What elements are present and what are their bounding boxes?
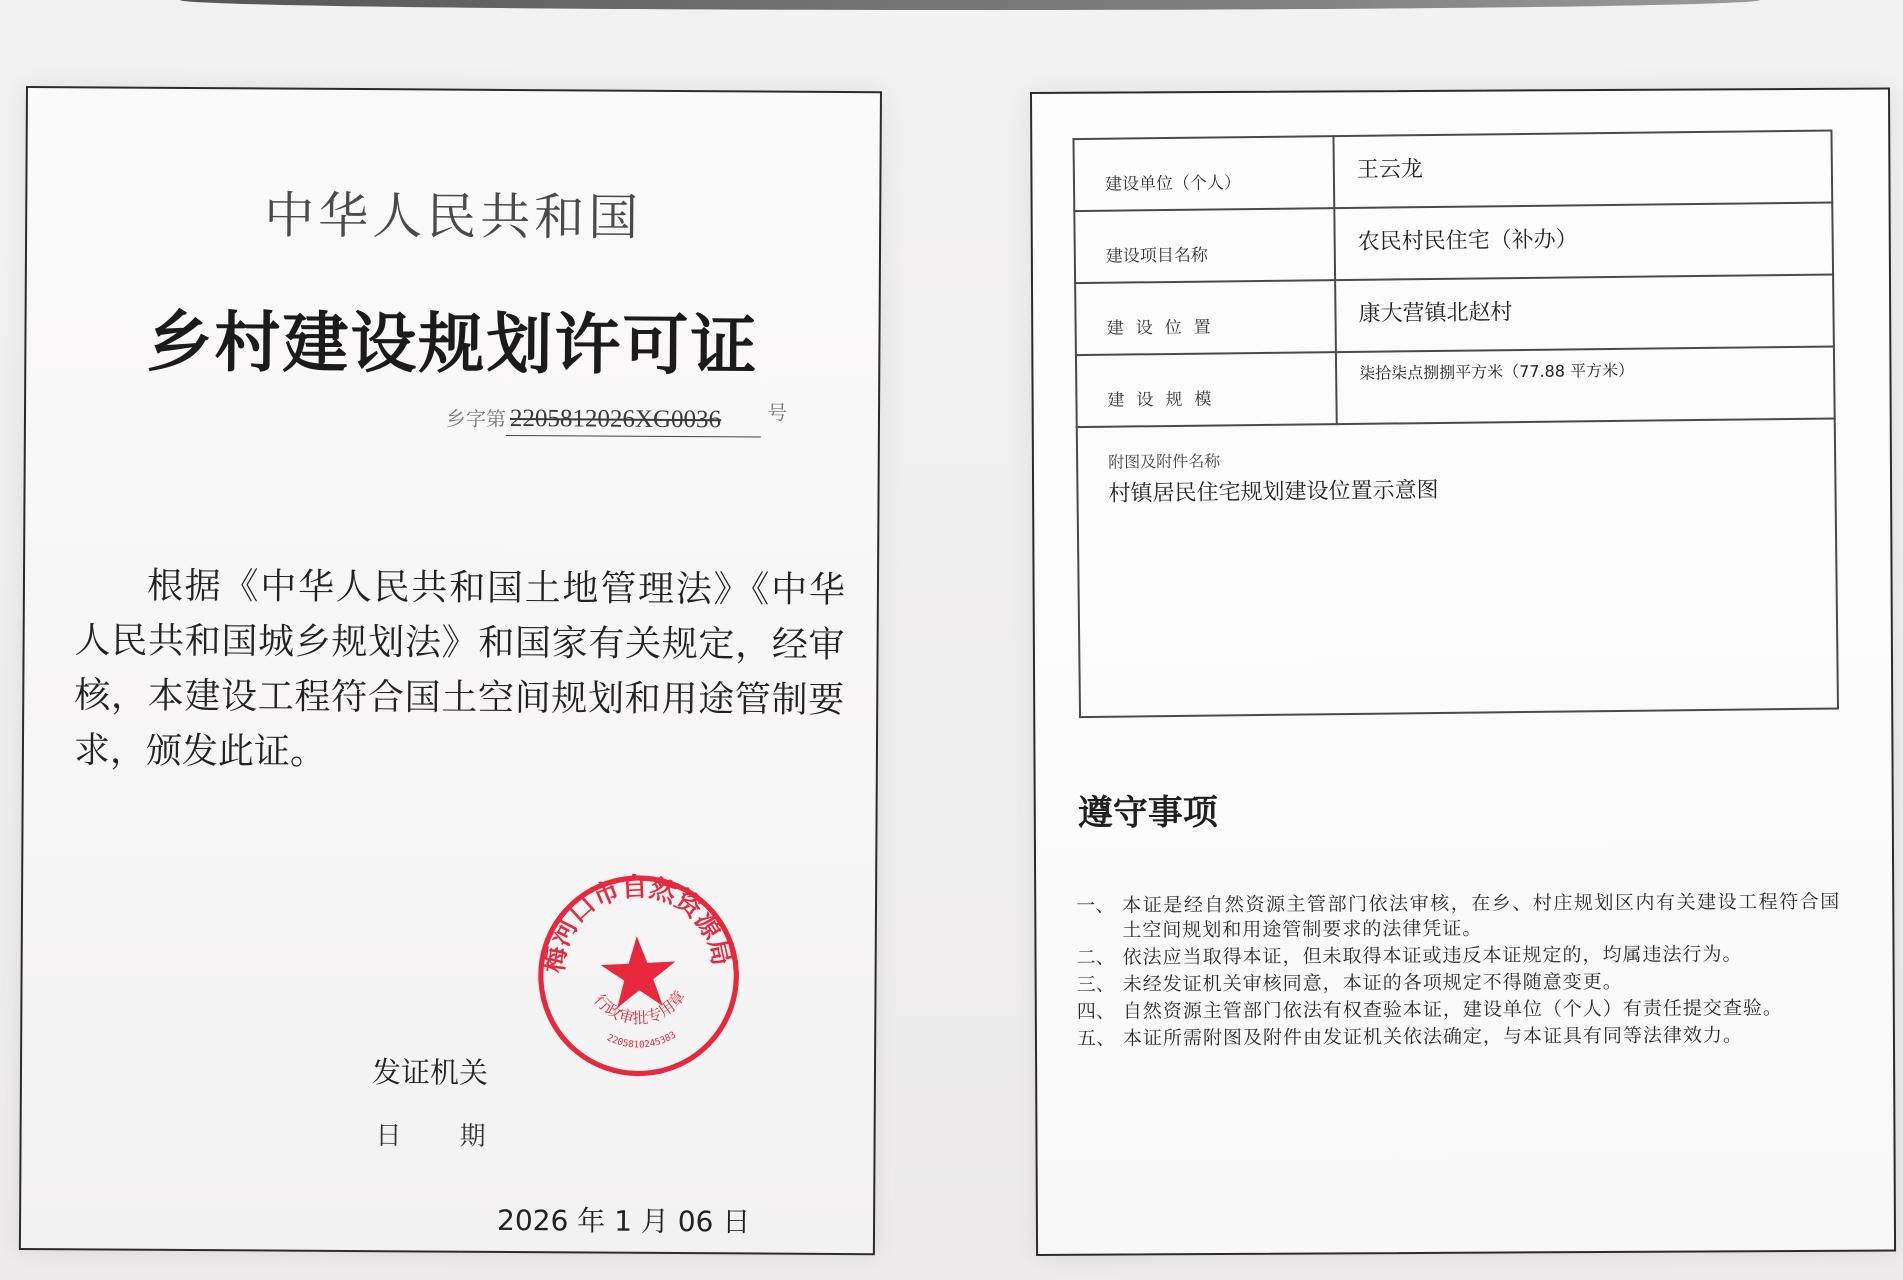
notice-marker: 三、 [1076,973,1115,996]
seal-star-icon [599,935,677,1009]
notice-marker: 五、 [1076,1027,1116,1050]
table-row [1073,130,1832,211]
builder-label: 建设单位（个人） [1073,136,1334,211]
certificate-number: 2205812026XG0036 [506,405,761,438]
issue-date: 2026 年 1 月 06 日 [496,1203,751,1239]
project-name-value: 农民村民住宅（补办） [1334,202,1833,280]
list-item [1077,996,1841,1025]
certificate-title: 乡村建设规划许可证 [146,303,759,385]
scale-label: 建设规模 [1076,352,1337,427]
location-value: 康大营镇北赵村 [1335,274,1834,352]
certificate-cover-page [19,86,882,1255]
project-info-table [1072,129,1839,718]
notice-title: 遵守事项 [1077,793,1218,834]
date-label: 日期 [375,1121,544,1153]
notice-text: 未经发证机关审核同意，本证的各项规定不得随意变更。 [1122,970,1623,996]
certificate-number-row [445,400,788,438]
list-item [1077,969,1841,998]
table-row [1076,346,1835,427]
top-edge-shadow [180,0,1760,10]
table-row [1075,274,1834,355]
attachment-label: 附图及附件名称 [1108,451,1221,472]
location-label: 建设位置 [1075,280,1336,355]
notice-text: 自然资源主管部门依法有权查验本证，建设单位（个人）有责任提交查验。 [1122,997,1783,1023]
notice-text: 本证所需附图及附件由发证机关依法确定，与本证具有同等法律效力。 [1122,1024,1744,1050]
legal-basis-paragraph: 根据《中华人民共和国土地管理法》《中华人民共和国城乡规划法》和国家有关规定，经审核，本建设工程符合国土空间规划和用途管制要求，颁发此证。 [73,565,846,773]
table-row [1077,418,1838,717]
notice-marker: 一、 [1076,894,1115,917]
notice-list [1076,890,1841,1054]
certificate-number-prefix: 乡字第 [445,406,507,431]
certificate-number-suffix: 号 [767,400,788,425]
attachment-value: 村镇居民住宅规划建设位置示意图 [1108,477,1439,507]
notice-marker: 二、 [1076,946,1115,969]
list-item [1077,1023,1841,1052]
seal-serial: 2205810245383 [605,1029,679,1051]
seal-outer-text: 梅河口市自然资源局 [539,872,737,975]
official-seal [530,867,747,1084]
list-item [1076,890,1840,944]
attachment-cell [1077,418,1838,717]
notice-text: 本证是经自然资源主管部门依法审核，在乡、村庄规划区内有关建设工程符合国土空间规划和用途管制要求的法律凭证。 [1122,890,1841,942]
seal-inner-text: 行政审批专用章 [590,987,690,1028]
certificate-details-page [1030,87,1896,1255]
table-row [1074,202,1833,283]
country-name: 中华人民共和国 [264,186,643,247]
notice-text: 依法应当取得本证，但未取得本证或违反本证规定的，均属违法行为。 [1122,943,1743,969]
scale-value: 柒拾柒点捌捌平方米（77.88 平方米） [1336,346,1835,424]
notice-marker: 四、 [1076,1000,1115,1023]
issuing-authority-label: 发证机关 [371,1055,489,1090]
project-name-label: 建设项目名称 [1074,208,1335,283]
builder-value: 王云龙 [1333,130,1832,208]
list-item [1076,942,1840,971]
